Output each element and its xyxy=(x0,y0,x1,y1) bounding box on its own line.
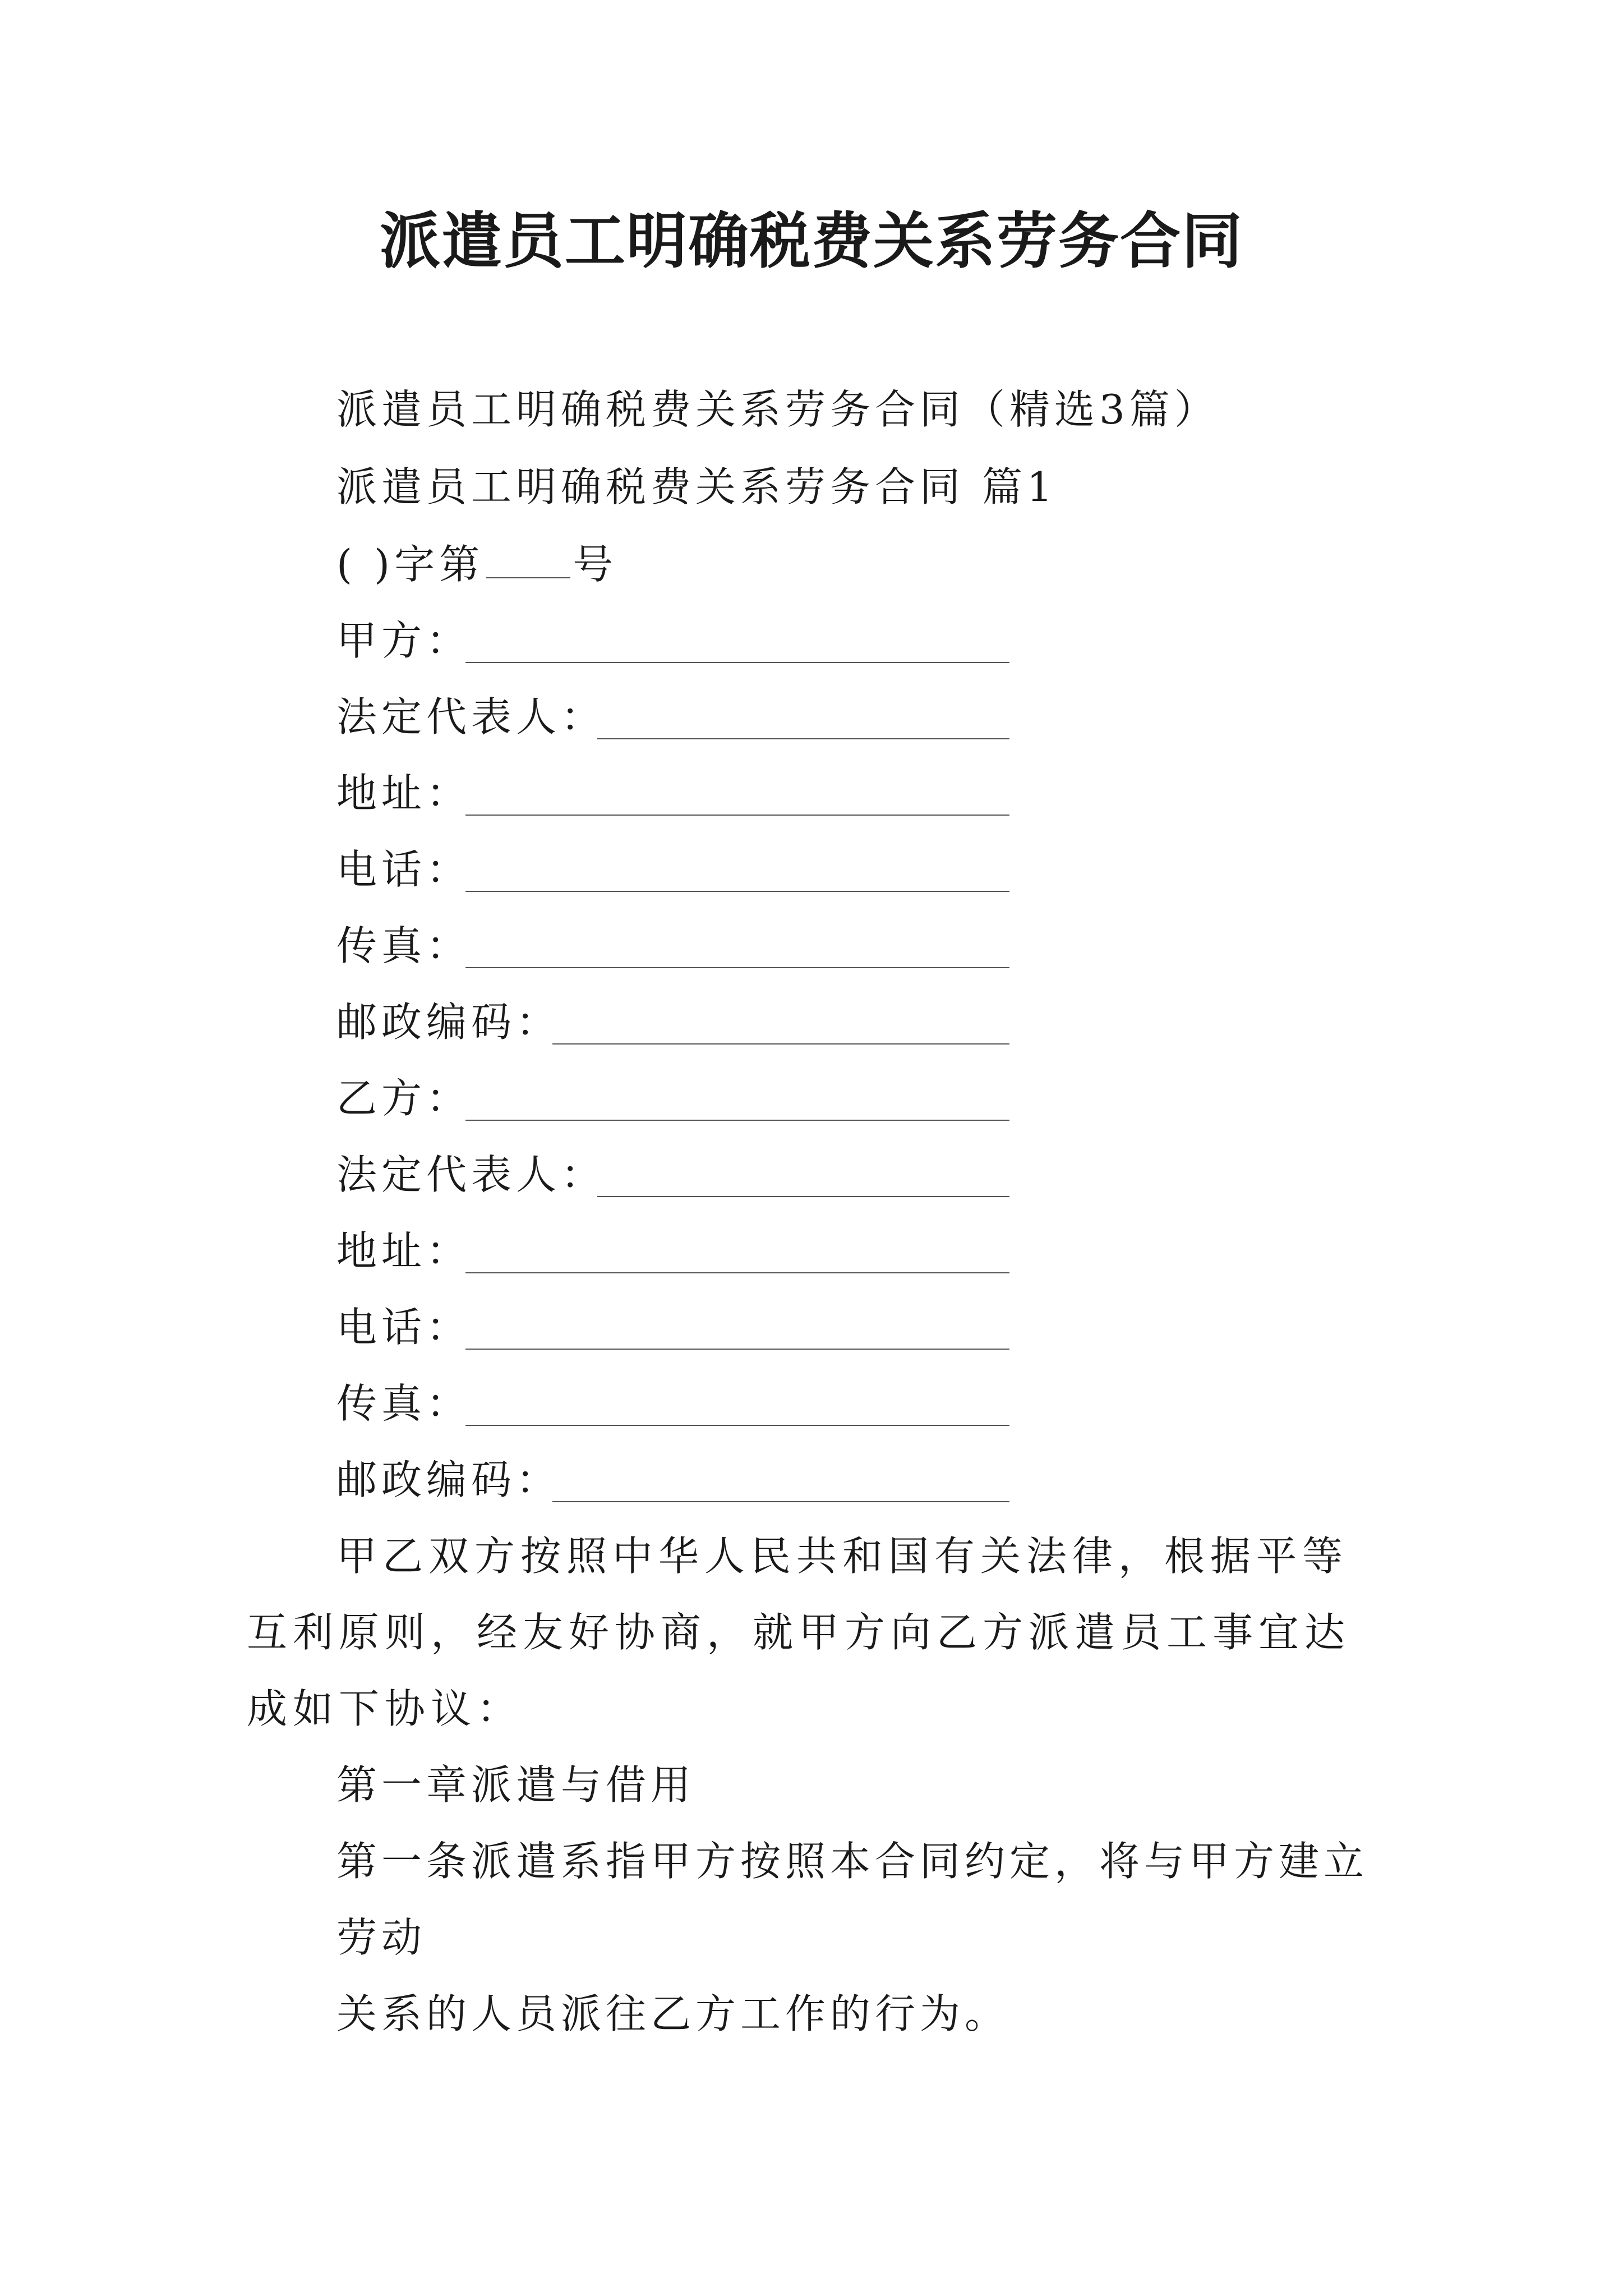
party-a-name-blank xyxy=(465,662,1009,663)
party-a-fax-blank xyxy=(465,967,1009,968)
contract-number-line xyxy=(336,536,617,592)
article-1-line-3: 关系的人员派往乙方工作的行为。 xyxy=(336,1990,1010,2037)
document-title: 派遣员工明确税费关系劳务合同 xyxy=(379,206,1243,277)
party-a-phone-blank xyxy=(465,891,1009,892)
article-1-line-2: 劳动 xyxy=(336,1914,427,1961)
zi-suffix: 号 xyxy=(573,541,618,588)
party-b-rep-blank xyxy=(597,1196,1009,1197)
party-b-address-label: 地址： xyxy=(336,1227,472,1274)
preamble-paragraph: 甲乙双方按照中华人民共和国有关法律，根据平等互利原则，经友好协商，就甲方向乙方派遣员工事宜达成如下协议： xyxy=(247,1533,1351,1732)
party-b-name-blank xyxy=(465,1120,1009,1121)
article-1-line-1: 第一条派遣系指甲方按照本合同约定，将与甲方建立 xyxy=(336,1838,1369,1885)
party-b-fax-blank xyxy=(465,1425,1009,1426)
party-a-rep-blank xyxy=(597,738,1009,739)
document-subtitle: 派遣员工明确税费关系劳务合同（精选3篇） xyxy=(336,386,1219,433)
chapter-heading: 第一章派遣与借用 xyxy=(336,1761,696,1809)
party-b-fax-label: 传真： xyxy=(336,1380,472,1427)
contract-number-blank xyxy=(486,544,570,578)
party-b-name-label: 乙方： xyxy=(336,1075,472,1122)
party-a-phone-label: 电话： xyxy=(336,846,472,893)
party-a-address-blank xyxy=(465,815,1009,816)
party-a-fax-label: 传真： xyxy=(336,922,472,969)
party-a-postcode-label: 邮政编码： xyxy=(336,999,561,1046)
party-a-postcode-blank xyxy=(552,1043,1009,1045)
party-b-postcode-label: 邮政编码： xyxy=(336,1456,561,1503)
party-a-address-label: 地址： xyxy=(336,770,472,817)
party-a-rep-label: 法定代表人： xyxy=(336,693,606,740)
zi-prefix: ( )字第 xyxy=(336,541,485,588)
party-b-rep-label: 法定代表人： xyxy=(336,1151,606,1198)
section-heading: 派遣员工明确税费关系劳务合同 篇1 xyxy=(336,463,1057,510)
party-b-postcode-blank xyxy=(552,1501,1009,1502)
party-b-phone-label: 电话： xyxy=(336,1304,472,1351)
party-b-phone-blank xyxy=(465,1349,1009,1350)
party-a-name-label: 甲方： xyxy=(336,617,472,664)
party-b-address-blank xyxy=(465,1272,1009,1273)
